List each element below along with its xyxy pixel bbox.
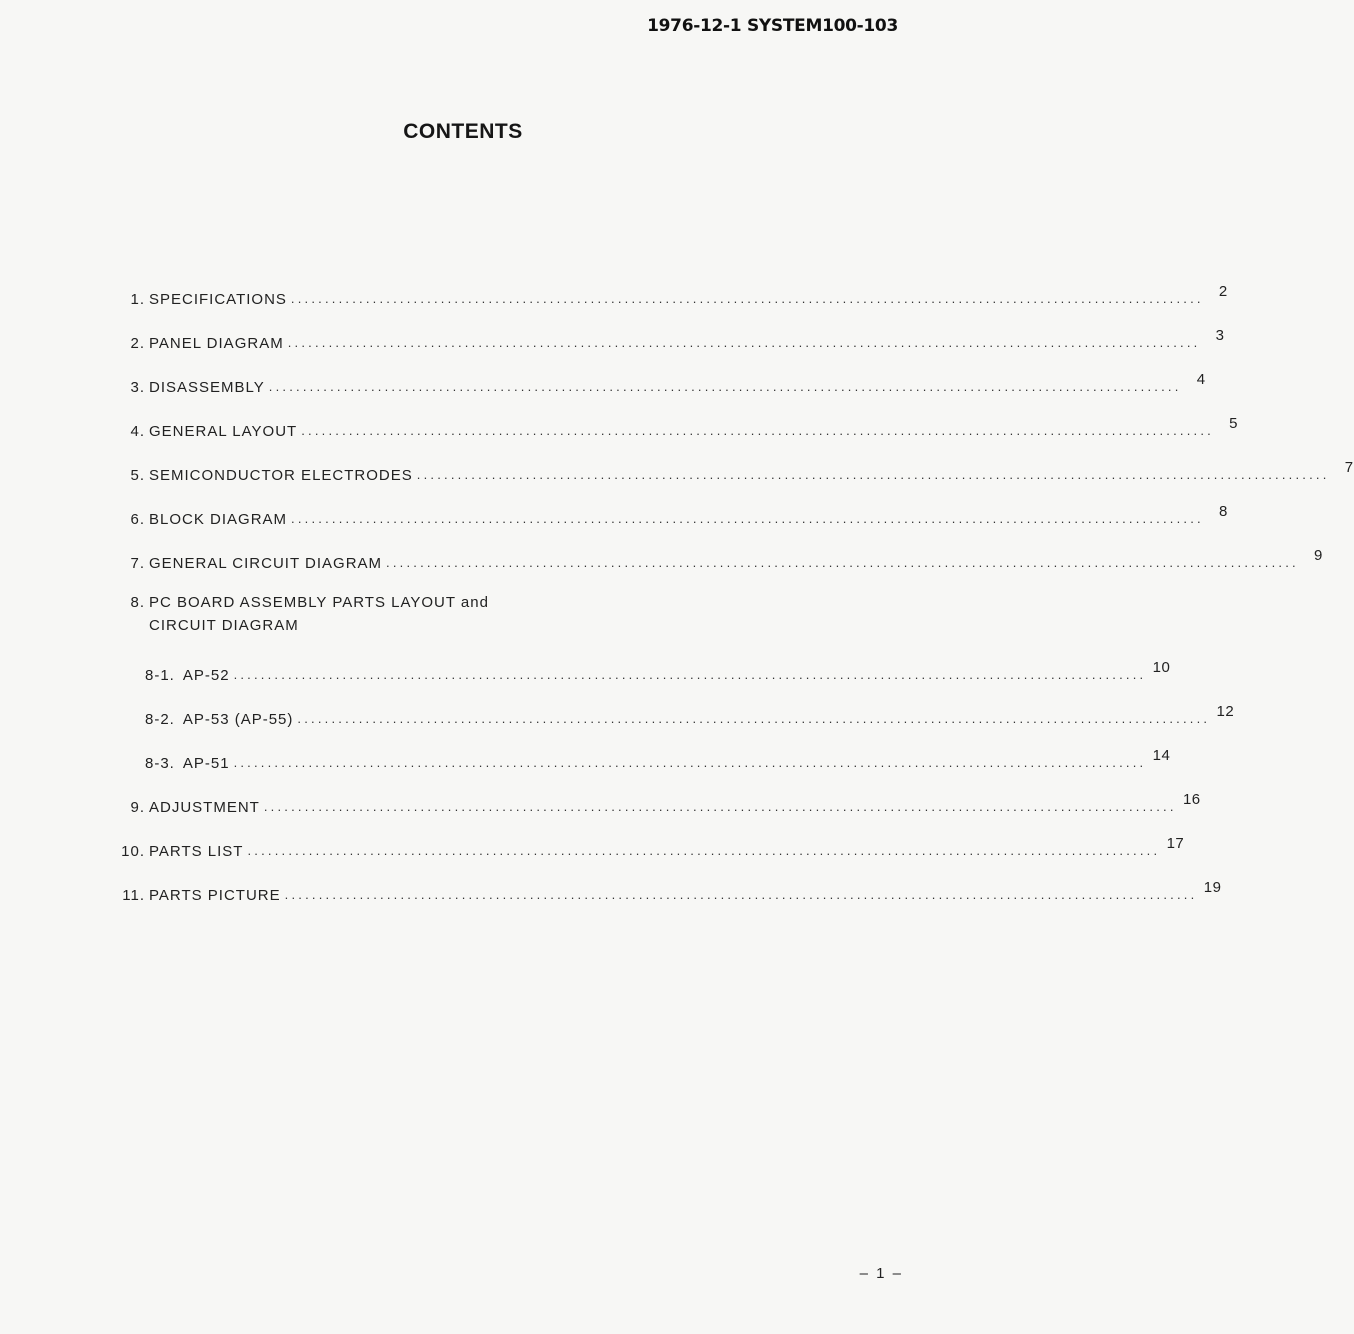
toc-entry-page: 5 <box>1229 415 1238 432</box>
dot-leader: ...................................................................................................................................... <box>416 467 1330 482</box>
dot-leader: ...................................................................................................................................... <box>233 667 1147 682</box>
toc-subentry-title: AP-51 <box>182 755 230 772</box>
dot-leader: ...................................................................................................................................... <box>297 711 1211 726</box>
dot-leader: ...................................................................................................................................... <box>247 843 1161 858</box>
toc-entry-title: PC BOARD ASSEMBLY PARTS LAYOUT and <box>149 594 489 611</box>
toc-entry-title: DISASSEMBLY <box>149 379 265 396</box>
toc-entry-page: 4 <box>1196 371 1206 388</box>
toc-entry-pc-board-assembly[interactable] <box>105 594 870 634</box>
toc-entry-title: GENERAL CIRCUIT DIAGRAM <box>149 555 383 572</box>
toc-entry-title: PARTS LIST <box>149 843 244 860</box>
toc-subentry-number: 8-1. <box>145 667 175 684</box>
toc-entry-title-continued: CIRCUIT DIAGRAM <box>149 617 299 634</box>
dot-leader: ...................................................................................................................................... <box>233 755 1147 770</box>
toc-entry-page: 16 <box>1182 791 1201 808</box>
dot-leader: ...................................................................................................................................... <box>386 555 1299 570</box>
toc-entry-number: 10. <box>121 843 145 860</box>
toc-entry-number: 1. <box>130 291 145 308</box>
toc-subentry-title: AP-52 <box>182 667 230 684</box>
toc-entry-disassembly[interactable] <box>105 371 1206 396</box>
toc-subentry-page: 12 <box>1216 703 1235 720</box>
toc-subentry-number: 8-3. <box>145 755 175 772</box>
toc-entry-title: SPECIFICATIONS <box>149 291 287 308</box>
toc-entry-page: 7 <box>1344 459 1354 476</box>
dot-leader: ...................................................................................................................................... <box>290 291 1204 306</box>
toc-entry-title: BLOCK DIAGRAM <box>149 511 288 528</box>
toc-entry-number: 7. <box>130 555 145 572</box>
toc-entry-number: 11. <box>122 887 145 904</box>
toc-entry-page: 8 <box>1218 503 1228 520</box>
toc-entry-panel-diagram[interactable] <box>105 327 1225 352</box>
toc-entry-semiconductor-electrodes[interactable] <box>105 459 1354 484</box>
toc-entry-adjustment[interactable] <box>105 791 1201 816</box>
dot-leader: ...................................................................................................................................... <box>291 511 1204 526</box>
toc-subentry-ap-53[interactable] <box>145 703 1235 728</box>
toc-entry-block-diagram[interactable] <box>105 503 1228 528</box>
toc-entry-parts-picture[interactable] <box>105 879 1222 904</box>
toc-subentry-ap-51[interactable] <box>145 747 1171 772</box>
toc-subentry-title: AP-53 (AP-55) <box>182 711 294 728</box>
toc-entry-page: 17 <box>1166 835 1185 852</box>
toc-entry-number: 3. <box>130 379 145 396</box>
dot-leader: ...................................................................................................................................... <box>301 423 1214 438</box>
toc-entry-title: ADJUSTMENT <box>149 799 260 816</box>
toc-entry-general-layout[interactable] <box>105 415 1238 440</box>
toc-entry-title: GENERAL LAYOUT <box>149 423 298 440</box>
toc-entry-title: PARTS PICTURE <box>149 887 281 904</box>
toc-entry-page: 19 <box>1203 879 1222 896</box>
toc-entry-page: 2 <box>1218 283 1228 300</box>
document-code: 1976-12-1 SYSTEM100-103 <box>647 16 898 36</box>
toc-entry-page: 3 <box>1215 327 1225 344</box>
page-number: – 1 – <box>859 1265 903 1282</box>
dot-leader: ...................................................................................................................................... <box>287 335 1201 350</box>
toc-entry-title: PANEL DIAGRAM <box>149 335 284 352</box>
dot-leader: ...................................................................................................................................... <box>284 887 1198 902</box>
toc-entry-number: 4. <box>130 423 145 440</box>
page-title: CONTENTS <box>403 120 523 143</box>
toc-subentry-ap-52[interactable] <box>145 659 1171 684</box>
toc-subentry-page: 10 <box>1152 659 1171 676</box>
toc-entry-specifications[interactable] <box>105 283 1228 308</box>
toc-entry-number: 8. <box>130 594 145 611</box>
toc-entry-title: SEMICONDUCTOR ELECTRODES <box>149 467 413 484</box>
toc-entry-parts-list[interactable] <box>105 835 1185 860</box>
toc-entry-page: 9 <box>1313 547 1323 564</box>
dot-leader: ...................................................................................................................................... <box>263 799 1177 814</box>
toc-entry-general-circuit-diagram[interactable] <box>105 547 1323 572</box>
toc-subentry-page: 14 <box>1152 747 1171 764</box>
toc-entry-number: 6. <box>130 511 145 528</box>
toc-entry-number: 5. <box>130 467 145 484</box>
toc-entry-number: 9. <box>130 799 145 816</box>
toc-entry-number: 2. <box>130 335 145 352</box>
dot-leader: ...................................................................................................................................... <box>268 379 1182 394</box>
toc-subentry-number: 8-2. <box>145 711 175 728</box>
